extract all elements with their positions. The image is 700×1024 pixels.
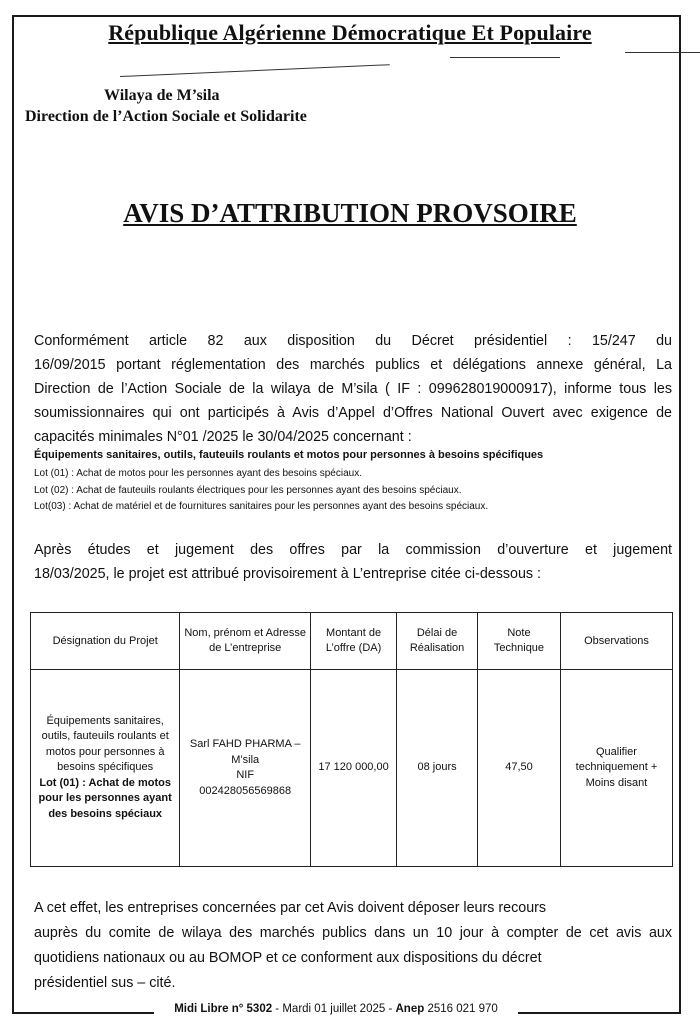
delay-value: 08 jours (417, 761, 457, 774)
closing-line: auprès du comite de wilaya des marchés publics dans un 10 jour à compter de cet avis aux (34, 925, 672, 941)
publication-footer (154, 1003, 518, 1015)
republic-heading: République Algérienne Démocratique Et Populaire (108, 20, 592, 45)
designation-lot: Lot (01) : Achat de motos pour les personnes ayant des besoins spéciaux (38, 776, 172, 820)
intro-paragraph (34, 329, 672, 449)
closing-paragraph (34, 896, 672, 996)
notice-title: AVIS D’ATTRIBUTION PROVSOIRE (123, 198, 577, 228)
frame-edge (12, 1012, 154, 1014)
cell-delay (397, 670, 478, 867)
wilaya-label: Wilaya de M’sila (104, 87, 220, 104)
column-header-observations: Observations (560, 613, 672, 670)
score-value: 47,50 (505, 761, 533, 774)
cell-observations (560, 670, 672, 867)
award-table (30, 612, 673, 867)
lot-item: Lot(03) : Achat de matériel et de fournitures sanitaires pour les personnes ayant des besoins spéciaux. (34, 501, 489, 512)
column-header-company: Nom, prénom et Adresse de L’entreprise (180, 613, 311, 670)
publication-date: Mardi 01 juillet 2025 (282, 1003, 386, 1015)
closing-line: A cet effet, les entreprises concernées par cet Avis doivent déposer leurs recours (34, 900, 547, 916)
publication-name: Midi Libre n° 5302 (174, 1003, 273, 1015)
footer-separator: - (272, 1003, 283, 1015)
observations-value: Qualifier techniquement + Moins disant (575, 745, 658, 789)
direction-label: Direction de l’Action Sociale et Solidarite (25, 108, 307, 125)
column-header-amount: Montant de L’offre (DA) (311, 613, 397, 670)
company-name: Sarl FAHD PHARMA – M’sila (189, 738, 301, 766)
lots-list (34, 466, 488, 516)
designation-text: Équipements sanitaires, outils, fauteuils roulants et motos pour personnes à besoins spécifiques (41, 714, 169, 774)
closing-line: présidentiel sus – cité. (34, 975, 176, 991)
judgement-line: 18/03/2025, le projet est attribué provisoirement à L’entreprise citée ci-dessous : (34, 566, 542, 582)
column-header-delay: Délai de Réalisation (397, 613, 478, 670)
intro-line: capacités minimales N°01 /2025 le 30/04/2025 concernant : (34, 429, 412, 445)
intro-line: Direction de l’Action Sociale de la wilaya de M’sila ( IF : 099628019000917), informe tous les (34, 381, 672, 397)
frame-edge (518, 1012, 681, 1014)
scan-artifact (450, 57, 560, 58)
judgement-line: Après études et jugement des offres par la commission d’ouverture et jugement (34, 542, 672, 558)
lot-item: Lot (02) : Achat de fauteuils roulants électriques pour les personnes ayant des besoins spéciaux. (34, 484, 462, 496)
table-row (31, 670, 673, 867)
scan-artifact (625, 52, 700, 53)
closing-line: quotidiens nationaux ou au BOMOP et ce conforment aux dispositions du décret (34, 950, 542, 966)
footer-separator: - (385, 1003, 396, 1015)
anep-number: 2516 021 970 (424, 1003, 498, 1015)
company-nif-label: NIF (236, 769, 255, 781)
intro-line: 16/09/2015 portant réglementation des marchés publics et délégations annexe général, La (34, 357, 672, 373)
intro-line: soumissionnaires qui ont participés à Avis d’Appel d’Offres National Ouvert avec exigence de (34, 405, 672, 421)
table-header-row (31, 613, 673, 670)
intro-line: Conformément article 82 aux disposition du Décret présidentiel : 15/247 du (34, 333, 672, 349)
judgement-paragraph (34, 538, 672, 586)
cell-score (477, 670, 560, 867)
company-nif: 002428056569868 (199, 784, 292, 797)
cell-amount (311, 670, 397, 867)
column-header-score: Note Technique (477, 613, 560, 670)
column-header-designation: Désignation du Projet (31, 613, 180, 670)
anep-label: Anep (395, 1003, 425, 1015)
amount-value: 17 120 000,00 (318, 761, 389, 774)
cell-designation (31, 670, 180, 867)
lot-item: Lot (01) : Achat de motos pour les personnes ayant des besoins spéciaux. (34, 468, 362, 479)
cell-company (180, 670, 311, 867)
tender-subject: Équipements sanitaires, outils, fauteuils roulants et motos pour personnes à besoins spécifiques (34, 449, 544, 461)
